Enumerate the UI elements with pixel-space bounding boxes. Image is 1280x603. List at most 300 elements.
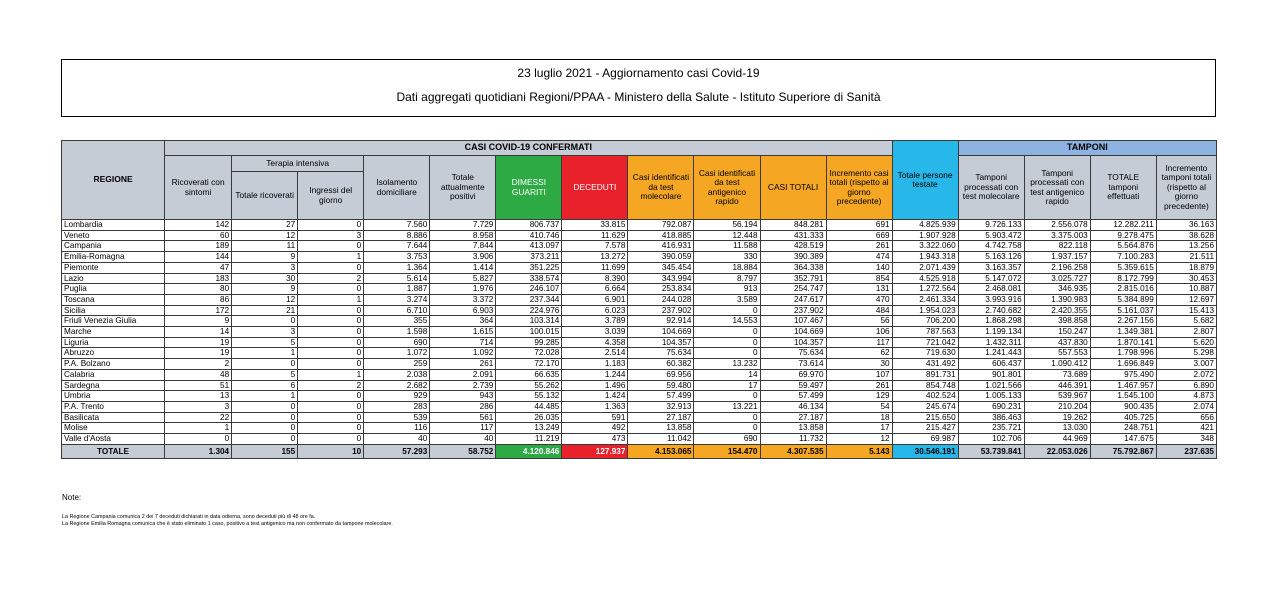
table-cell: 19.262 xyxy=(1024,412,1090,423)
table-cell: 0 xyxy=(298,434,364,445)
table-cell: 373.211 xyxy=(496,252,562,263)
table-cell: 1.390.983 xyxy=(1024,294,1090,305)
region-name: Veneto xyxy=(62,230,165,241)
table-cell: 1.424 xyxy=(562,391,628,402)
table-cell: 66.635 xyxy=(496,369,562,380)
table-cell: 343.994 xyxy=(628,273,694,284)
table-cell: 446.391 xyxy=(1024,380,1090,391)
table-row xyxy=(62,391,1217,402)
table-cell: 103.314 xyxy=(496,316,562,327)
table-cell: 140 xyxy=(826,262,892,273)
table-cell: 72.028 xyxy=(496,348,562,359)
table-cell: 14 xyxy=(165,327,232,338)
table-row xyxy=(62,348,1217,359)
table-cell: 30 xyxy=(826,359,892,370)
table-cell: 55.262 xyxy=(496,380,562,391)
table-cell: 261 xyxy=(826,380,892,391)
region-name: Lombardia xyxy=(62,220,165,231)
table-cell: 56.194 xyxy=(694,220,760,231)
table-cell: 2 xyxy=(298,380,364,391)
table-cell: 80 xyxy=(165,284,232,295)
table-cell: 117 xyxy=(826,337,892,348)
table-cell: 3 xyxy=(298,230,364,241)
table-cell: 3.007 xyxy=(1156,359,1216,370)
table-cell: 215.650 xyxy=(892,412,958,423)
table-cell: 11.732 xyxy=(760,434,826,445)
table-cell: 60 xyxy=(165,230,232,241)
table-row xyxy=(62,316,1217,327)
table-cell: 261 xyxy=(826,241,892,252)
table-cell: 5.147.072 xyxy=(958,273,1024,284)
table-cell: 3.375.003 xyxy=(1024,230,1090,241)
table-cell: 27 xyxy=(232,220,298,231)
table-cell: 557.553 xyxy=(1024,348,1090,359)
table-cell: 7.560 xyxy=(364,220,430,231)
header-terapia-intensiva: Terapia intensiva xyxy=(232,156,364,172)
table-cell: 259 xyxy=(364,359,430,370)
header-isolamento: Isolamento domiciliare xyxy=(364,156,430,220)
table-cell: 27.187 xyxy=(760,412,826,423)
table-cell: 17 xyxy=(826,423,892,434)
table-cell: 7.844 xyxy=(430,241,496,252)
table-cell: 1.090.412 xyxy=(1024,359,1090,370)
table-cell: 86 xyxy=(165,294,232,305)
table-cell: 13 xyxy=(165,391,232,402)
table-cell: 410.746 xyxy=(496,230,562,241)
table-cell: 1.870.141 xyxy=(1090,337,1156,348)
table-cell: 6.664 xyxy=(562,284,628,295)
table-cell: 107 xyxy=(826,369,892,380)
table-cell: 14.553 xyxy=(694,316,760,327)
table-cell: 17 xyxy=(694,380,760,391)
table-cell: 2.196.258 xyxy=(1024,262,1090,273)
table-cell: 253.834 xyxy=(628,284,694,295)
table-cell: 1.496 xyxy=(562,380,628,391)
table-cell: 4.525.918 xyxy=(892,273,958,284)
table-cell: 69.970 xyxy=(760,369,826,380)
table-cell: 44.485 xyxy=(496,401,562,412)
table-cell: 8.390 xyxy=(562,273,628,284)
table-cell: 57.499 xyxy=(628,391,694,402)
table-cell: 55.132 xyxy=(496,391,562,402)
table-cell: 56 xyxy=(826,316,892,327)
table-cell: 3.789 xyxy=(562,316,628,327)
table-cell: 19 xyxy=(165,348,232,359)
table-cell: 13.232 xyxy=(694,359,760,370)
table-cell: 47 xyxy=(165,262,232,273)
table-cell: 5.298 xyxy=(1156,348,1216,359)
table-cell: 12.697 xyxy=(1156,294,1216,305)
table-cell: 806.737 xyxy=(496,220,562,231)
table-cell: 237.902 xyxy=(628,305,694,316)
table-cell: 0 xyxy=(298,241,364,252)
region-name: Campania xyxy=(62,241,165,252)
region-name: Calabria xyxy=(62,369,165,380)
table-cell: 418.885 xyxy=(628,230,694,241)
table-cell: 286 xyxy=(430,401,496,412)
table-cell: 58.752 xyxy=(430,444,496,458)
table-cell: 3.589 xyxy=(694,294,760,305)
table-cell: 21 xyxy=(232,305,298,316)
region-name: Valle d'Aosta xyxy=(62,434,165,445)
table-cell: 2.740.682 xyxy=(958,305,1024,316)
table-cell: 117 xyxy=(430,423,496,434)
table-row xyxy=(62,294,1217,305)
table-cell: 0 xyxy=(298,401,364,412)
table-cell: 248.751 xyxy=(1090,423,1156,434)
table-cell: 11.629 xyxy=(562,230,628,241)
table-cell: 431.492 xyxy=(892,359,958,370)
table-cell: 104.357 xyxy=(628,337,694,348)
table-cell: 0 xyxy=(232,401,298,412)
region-name: Molise xyxy=(62,423,165,434)
table-row xyxy=(62,380,1217,391)
table-cell: 245.674 xyxy=(892,401,958,412)
table-cell: 32.913 xyxy=(628,401,694,412)
table-cell: 0 xyxy=(694,327,760,338)
table-cell: 1.432.311 xyxy=(958,337,1024,348)
table-cell: 12.282.211 xyxy=(1090,220,1156,231)
table-row xyxy=(62,401,1217,412)
table-cell: 398.858 xyxy=(1024,316,1090,327)
table-cell: 75.634 xyxy=(628,348,694,359)
table-cell: 8.172.799 xyxy=(1090,273,1156,284)
table-cell: 1.467.957 xyxy=(1090,380,1156,391)
table-cell: 402.524 xyxy=(892,391,958,402)
table-cell: 40 xyxy=(364,434,430,445)
table-cell: 1.598 xyxy=(364,327,430,338)
report-subtitle: Dati aggregati quotidiani Regioni/PPAA - Ministero della Salute - Istituto Superiore di Sanità xyxy=(396,90,881,104)
table-cell: 1 xyxy=(232,348,298,359)
table-cell: 10.887 xyxy=(1156,284,1216,295)
table-cell: 9.726.133 xyxy=(958,220,1024,231)
table-cell: 1 xyxy=(298,369,364,380)
table-cell: 92.914 xyxy=(628,316,694,327)
table-cell: 62 xyxy=(826,348,892,359)
table-cell: 9 xyxy=(165,316,232,327)
table-cell: 2.556.078 xyxy=(1024,220,1090,231)
table-cell: 9.278.475 xyxy=(1090,230,1156,241)
table-cell: 1.887 xyxy=(364,284,430,295)
table-cell: 352.791 xyxy=(760,273,826,284)
table-cell: 0 xyxy=(298,316,364,327)
table-cell: 3.274 xyxy=(364,294,430,305)
table-cell: 4.307.535 xyxy=(760,444,826,458)
region-name: P.A. Bolzano xyxy=(62,359,165,370)
table-cell: 1.954.023 xyxy=(892,305,958,316)
table-cell: 2.072 xyxy=(1156,369,1216,380)
table-cell: 155 xyxy=(232,444,298,458)
table-cell: 1.349.381 xyxy=(1090,327,1156,338)
table-cell: 405.725 xyxy=(1090,412,1156,423)
table-cell: 437.830 xyxy=(1024,337,1090,348)
table-row xyxy=(62,327,1217,338)
table-cell: 247.617 xyxy=(760,294,826,305)
table-cell: 30.546.191 xyxy=(892,444,958,458)
table-row xyxy=(62,359,1217,370)
table-cell: 244.028 xyxy=(628,294,694,305)
table-cell: 2.468.081 xyxy=(958,284,1024,295)
table-cell: 690.231 xyxy=(958,401,1024,412)
table-cell: 3 xyxy=(232,262,298,273)
table-cell: 0 xyxy=(298,262,364,273)
table-cell: 792.087 xyxy=(628,220,694,231)
table-cell: 1.976 xyxy=(430,284,496,295)
table-cell: 364 xyxy=(430,316,496,327)
table-cell: 0 xyxy=(694,337,760,348)
table-cell: 0 xyxy=(298,284,364,295)
table-cell: 5.359.615 xyxy=(1090,262,1156,273)
region-name: Umbria xyxy=(62,391,165,402)
table-cell: 3.993.916 xyxy=(958,294,1024,305)
table-cell: 147.675 xyxy=(1090,434,1156,445)
table-cell: 706.200 xyxy=(892,316,958,327)
table-cell: 1.943.318 xyxy=(892,252,958,263)
table-cell: 561 xyxy=(430,412,496,423)
table-cell: 345.454 xyxy=(628,262,694,273)
table-cell: 5.682 xyxy=(1156,316,1216,327)
table-cell: 3 xyxy=(232,327,298,338)
table-cell: 4.120.846 xyxy=(496,444,562,458)
table-cell: 11.699 xyxy=(562,262,628,273)
table-cell: 0 xyxy=(232,423,298,434)
table-cell: 470 xyxy=(826,294,892,305)
region-name: Lazio xyxy=(62,273,165,284)
region-name: Sardegna xyxy=(62,380,165,391)
table-cell: 0 xyxy=(298,348,364,359)
table-cell: 22.053.026 xyxy=(1024,444,1090,458)
table-cell: 99.285 xyxy=(496,337,562,348)
table-row xyxy=(62,262,1217,273)
table-cell: 104.669 xyxy=(628,327,694,338)
table-cell: 13.030 xyxy=(1024,423,1090,434)
table-cell: 330 xyxy=(694,252,760,263)
table-cell: 5.614 xyxy=(364,273,430,284)
table-cell: 60.382 xyxy=(628,359,694,370)
table-cell: 237.635 xyxy=(1156,444,1216,458)
table-cell: 18.884 xyxy=(694,262,760,273)
table-cell: 2 xyxy=(298,273,364,284)
table-cell: 492 xyxy=(562,423,628,434)
table-cell: 1.907.928 xyxy=(892,230,958,241)
table-cell: 33.815 xyxy=(562,220,628,231)
table-cell: 714 xyxy=(430,337,496,348)
table-cell: 2.420.355 xyxy=(1024,305,1090,316)
table-cell: 2.038 xyxy=(364,369,430,380)
header-dimessi: DIMESSI GUARITI xyxy=(496,156,562,220)
table-cell: 44.969 xyxy=(1024,434,1090,445)
table-row xyxy=(62,434,1217,445)
table-cell: 30.453 xyxy=(1156,273,1216,284)
table-cell: 351.225 xyxy=(496,262,562,273)
header-tamponi-antigenico: Tamponi processati con test antigenico rapido xyxy=(1024,156,1090,220)
table-cell: 69.987 xyxy=(892,434,958,445)
table-cell: 254.747 xyxy=(760,284,826,295)
table-cell: 2.807 xyxy=(1156,327,1216,338)
table-cell: 413.097 xyxy=(496,241,562,252)
table-row xyxy=(62,305,1217,316)
table-cell: 57.293 xyxy=(364,444,430,458)
table-cell: 18.879 xyxy=(1156,262,1216,273)
table-cell: 189 xyxy=(165,241,232,252)
table-cell: 9 xyxy=(232,284,298,295)
table-cell: 3.025.727 xyxy=(1024,273,1090,284)
region-name: Sicilia xyxy=(62,305,165,316)
table-cell: 929 xyxy=(364,391,430,402)
table-cell: 1.696.849 xyxy=(1090,359,1156,370)
table-cell: 129 xyxy=(826,391,892,402)
table-cell: 13.256 xyxy=(1156,241,1216,252)
table-cell: 416.931 xyxy=(628,241,694,252)
table-cell: 338.574 xyxy=(496,273,562,284)
table-cell: 1.414 xyxy=(430,262,496,273)
region-name: Puglia xyxy=(62,284,165,295)
table-cell: 484 xyxy=(826,305,892,316)
table-cell: 51 xyxy=(165,380,232,391)
table-cell: 5.163.126 xyxy=(958,252,1024,263)
table-cell: 22 xyxy=(165,412,232,423)
table-cell: 48 xyxy=(165,369,232,380)
table-cell: 8.886 xyxy=(364,230,430,241)
table-cell: 1.272.564 xyxy=(892,284,958,295)
table-cell: 6.023 xyxy=(562,305,628,316)
note-line-2: La Regione Emilia Romagna comunica che è stato eliminato 1 caso, positivo a test antigenico ma non confermato da tampone molecolare. xyxy=(62,521,393,527)
table-cell: 473 xyxy=(562,434,628,445)
table-cell: 4.742.758 xyxy=(958,241,1024,252)
table-cell: 13.272 xyxy=(562,252,628,263)
table-cell: 4.153.065 xyxy=(628,444,694,458)
table-cell: 0 xyxy=(232,359,298,370)
table-cell: 0 xyxy=(298,359,364,370)
table-cell: 0 xyxy=(232,434,298,445)
table-cell: 4.873 xyxy=(1156,391,1216,402)
table-cell: 9 xyxy=(232,252,298,263)
table-cell: 848.281 xyxy=(760,220,826,231)
table-cell: 100.015 xyxy=(496,327,562,338)
region-name: P.A. Trento xyxy=(62,401,165,412)
table-cell: 6.903 xyxy=(430,305,496,316)
region-name: Toscana xyxy=(62,294,165,305)
table-cell: 12 xyxy=(232,230,298,241)
table-cell: 12 xyxy=(232,294,298,305)
totals-label: TOTALE xyxy=(62,444,165,458)
table-cell: 2.074 xyxy=(1156,401,1216,412)
table-cell: 26.035 xyxy=(496,412,562,423)
table-cell: 2.267.156 xyxy=(1090,316,1156,327)
table-row xyxy=(62,284,1217,295)
table-cell: 1.798.996 xyxy=(1090,348,1156,359)
header-incremento-tamponi: Incremento tamponi totali (rispetto al giorno precedente) xyxy=(1156,156,1216,220)
table-cell: 0 xyxy=(694,348,760,359)
table-cell: 14 xyxy=(694,369,760,380)
table-cell: 107.467 xyxy=(760,316,826,327)
table-cell: 5.903.472 xyxy=(958,230,1024,241)
header-persone-testate: Totale persone testate xyxy=(892,141,958,220)
table-cell: 12.448 xyxy=(694,230,760,241)
table-cell: 691 xyxy=(826,220,892,231)
table-cell: 719.630 xyxy=(892,348,958,359)
table-row xyxy=(62,423,1217,434)
table-cell: 2.739 xyxy=(430,380,496,391)
table-cell: 75.792.867 xyxy=(1090,444,1156,458)
table-cell: 8.797 xyxy=(694,273,760,284)
table-cell: 5.564.876 xyxy=(1090,241,1156,252)
table-cell: 2 xyxy=(165,359,232,370)
table-cell: 355 xyxy=(364,316,430,327)
header-ti-totale: Totale ricoverati xyxy=(232,172,298,220)
table-cell: 390.389 xyxy=(760,252,826,263)
table-cell: 21.511 xyxy=(1156,252,1216,263)
table-cell: 1.615 xyxy=(430,327,496,338)
header-totale-tamponi: TOTALE tamponi effettuati xyxy=(1090,156,1156,220)
table-cell: 246.107 xyxy=(496,284,562,295)
table-cell: 5.827 xyxy=(430,273,496,284)
table-cell: 3.906 xyxy=(430,252,496,263)
table-cell: 73.614 xyxy=(760,359,826,370)
table-cell: 57.499 xyxy=(760,391,826,402)
table-cell: 3.039 xyxy=(562,327,628,338)
table-cell: 40 xyxy=(430,434,496,445)
table-cell: 364.338 xyxy=(760,262,826,273)
table-cell: 1.072 xyxy=(364,348,430,359)
table-cell: 5 xyxy=(232,337,298,348)
table-cell: 3.322.060 xyxy=(892,241,958,252)
table-cell: 104.357 xyxy=(760,337,826,348)
table-cell: 0 xyxy=(298,327,364,338)
table-cell: 237.902 xyxy=(760,305,826,316)
table-cell: 1.868.298 xyxy=(958,316,1024,327)
header-totale-positivi: Totale attualmente positivi xyxy=(430,156,496,220)
table-cell: 913 xyxy=(694,284,760,295)
table-cell: 261 xyxy=(430,359,496,370)
table-cell: 1.241.443 xyxy=(958,348,1024,359)
totals-row xyxy=(62,444,1217,458)
report-title: 23 luglio 2021 - Aggiornamento casi Covid-19 xyxy=(517,66,760,80)
table-cell: 5.384.899 xyxy=(1090,294,1156,305)
table-cell: 2.461.334 xyxy=(892,294,958,305)
table-cell: 142 xyxy=(165,220,232,231)
header-ti-ingressi: Ingressi del giorno xyxy=(298,172,364,220)
table-cell: 690 xyxy=(364,337,430,348)
table-cell: 237.344 xyxy=(496,294,562,305)
table-cell: 348 xyxy=(1156,434,1216,445)
table-cell: 1.364 xyxy=(364,262,430,273)
table-cell: 6.710 xyxy=(364,305,430,316)
table-cell: 172 xyxy=(165,305,232,316)
table-row xyxy=(62,241,1217,252)
region-name: Emilia-Romagna xyxy=(62,252,165,263)
table-cell: 3.372 xyxy=(430,294,496,305)
notes-label: Note: xyxy=(62,493,82,502)
table-cell: 1.005.133 xyxy=(958,391,1024,402)
table-cell: 4.358 xyxy=(562,337,628,348)
table-cell: 390.059 xyxy=(628,252,694,263)
table-body xyxy=(62,220,1217,459)
table-cell: 1 xyxy=(298,252,364,263)
header-ricoverati: Ricoverati con sintomi xyxy=(165,156,232,220)
table-cell: 1.199.134 xyxy=(958,327,1024,338)
table-cell: 144 xyxy=(165,252,232,263)
report-title-box xyxy=(61,59,1216,117)
table-cell: 13.221 xyxy=(694,401,760,412)
header-casi-molecolare: Casi identificati da test molecolare xyxy=(628,156,694,220)
table-cell: 5.620 xyxy=(1156,337,1216,348)
table-cell: 210.204 xyxy=(1024,401,1090,412)
table-cell: 787.563 xyxy=(892,327,958,338)
region-name: Marche xyxy=(62,327,165,338)
table-cell: 346.935 xyxy=(1024,284,1090,295)
table-cell: 428.519 xyxy=(760,241,826,252)
